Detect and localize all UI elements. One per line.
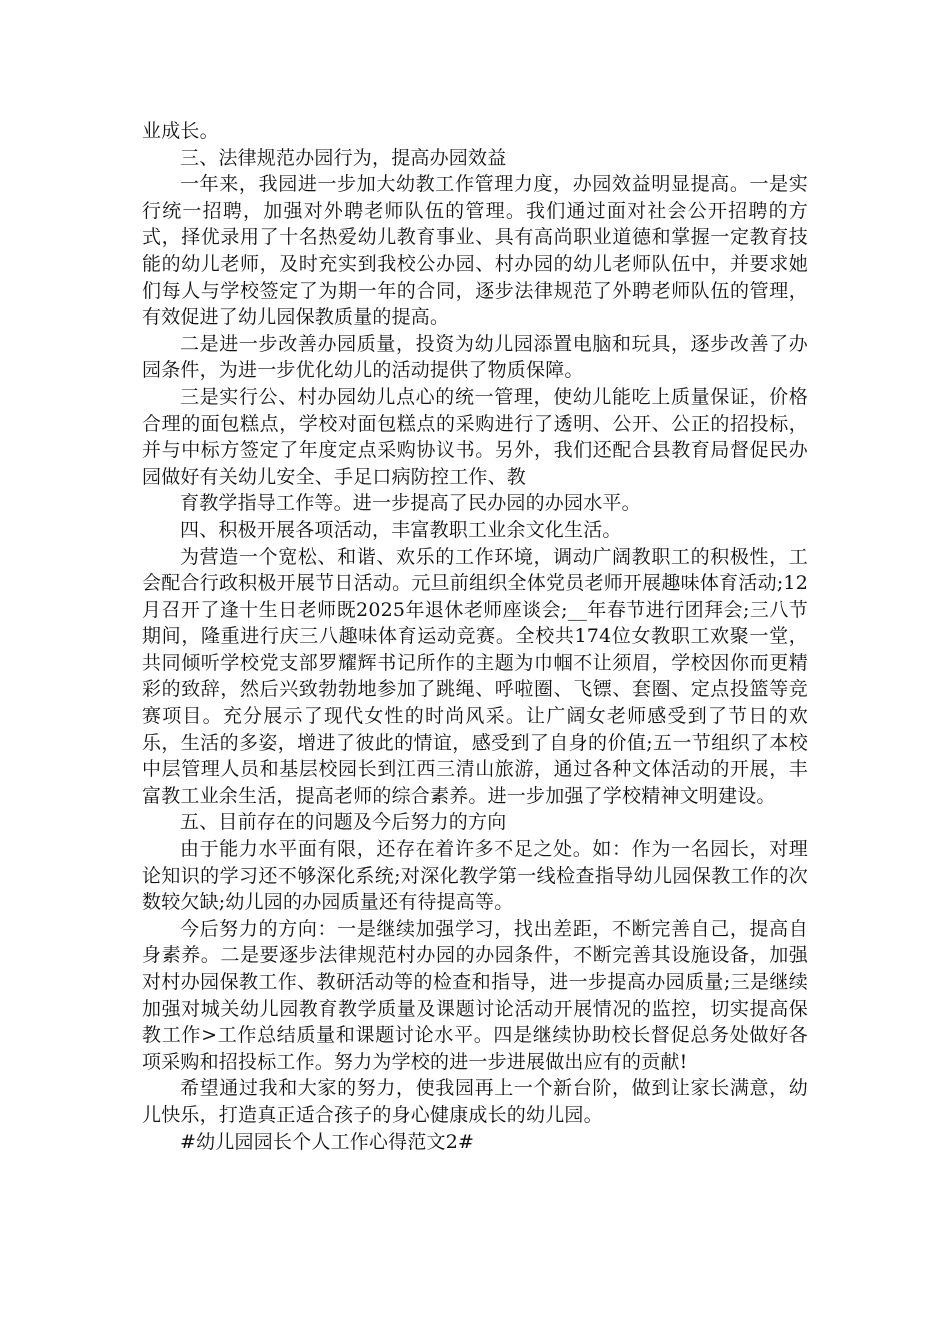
paragraph: 希望通过我和大家的努力，使我园再上一个新台阶，做到让家长满意，幼儿快乐，打造真正适合孩子的身心健康成长的幼儿园。 xyxy=(142,1077,808,1126)
document-page xyxy=(142,118,808,1155)
paragraph: 今后努力的方向：一是继续加强学习，找出差距，不断完善自己，提高自身素养。二是要逐步法律规范村办园的办园条件，不断完善其设施设备，加强对村办园保教工作、教研活动等的检查和指导，进一步提高办园质量;三是继续加强对城关幼儿园教育教学质量及课题讨论活动开展情况的监控，切实提高保教工作>工作总结质量和课题讨论水平。四是继续协助校长督促总务处做好各项采购和招投标工作。努力为学校的进一步进展做出应有的贡献! xyxy=(142,917,808,1073)
paragraph: 三是实行公、村办园幼儿点心的统一管理，使幼儿能吃上质量保证，价格合理的面包糕点，学校对面包糕点的采购进行了透明、公开、公正的招投标，并与中标方签定了年度定点采购协议书。另外，我们还配合县教育局督促民办园做好有关幼儿安全、手足口病防控工作、教 xyxy=(142,385,808,488)
section-heading-3: 三、法律规范办园行为，提高办园效益 xyxy=(180,146,507,169)
section-heading-4: 四、积极开展各项活动，丰富教职工业余文化生活。 xyxy=(180,518,622,541)
paragraph: 一年来，我园进一步加大幼教工作管理力度，办园效益明显提高。一是实行统一招聘，加强对外聘老师队伍的管理。我们通过面对社会公开招聘的方式，择优录用了十名热爱幼儿教育事业、具有高尚职业道德和掌握一定教育技能的幼儿老师，及时充实到我校公办园、村办园的幼儿老师队伍中，并要求她们每人与学校签定了为期一年的合同，逐步法律规范了外聘老师队伍的管理，有效促进了幼儿园保教质量的提高。 xyxy=(142,173,808,329)
paragraph-continuation: 业成长。 xyxy=(142,120,219,142)
paragraph: 二是进一步改善办园质量，投资为幼儿园添置电脑和玩具，逐步改善了办园条件，为进一步优化幼儿的活动提供了物质保障。 xyxy=(142,332,808,382)
paragraph: 育教学指导工作等。进一步提高了民办园的办园水平。 xyxy=(180,492,641,515)
next-article-title: #幼儿园园长个人工作心得范文2# xyxy=(180,1130,475,1153)
paragraph: 由于能力水平面有限，还存在着许多不足之处。如：作为一名园长，对理论知识的学习还不够深化系统;对深化教学第一线检查指导幼儿园保教工作的次数较欠缺;幼儿园的办园质量还有待提高等。 xyxy=(142,838,808,914)
paragraph: 为营造一个宽松、和谐、欢乐的工作环境，调动广阔教职工的积极性，工会配合行政积极开展节日活动。元旦前组织全体党员老师开展趣味体育活动;12月召开了逢十生日老师既2025年退休老师座谈会;__年春节进行团拜会;三八节期间，隆重进行庆三八趣味体育运动竞赛。全校共174位女教职工欢聚一堂，共同倾听学校党支部罗耀辉书记所作的主题为巾帼不让须眉，学校因你而更精彩的致辞，然后兴致勃勃地参加了跳绳、呼啦圈、飞镖、套圈、定点投篮等竞赛项目。充分展示了现代女性的时尚风采。让广阔女老师感受到了节日的欢乐，生活的多姿，增进了彼此的情谊，感受到了自身的价值;五一节组织了本校中层管理人员和基层校园长到江西三清山旅游，通过各种文体活动的开展，丰富教工业余生活，提高老师的综合素养。进一步加强了学校精神文明建设。 xyxy=(142,545,808,807)
section-heading-5: 五、目前存在的问题及今后努力的方向 xyxy=(180,811,507,834)
